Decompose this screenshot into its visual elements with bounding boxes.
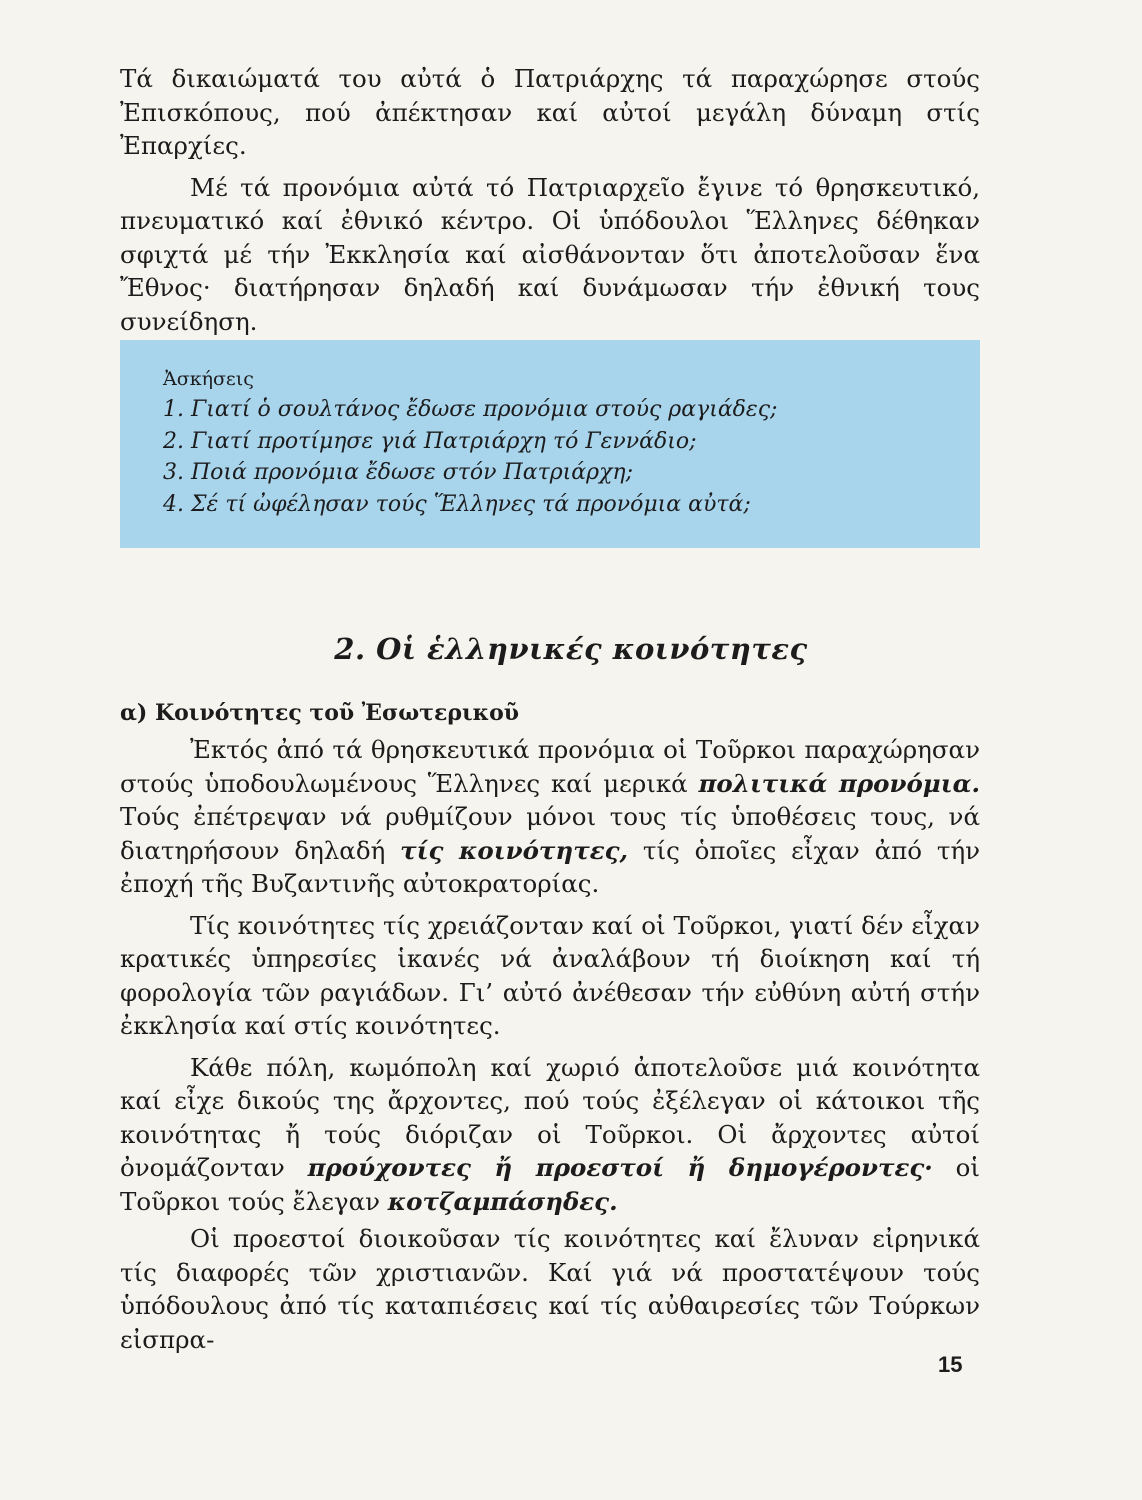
body-paragraph-3 [120, 1051, 980, 1219]
intro-text [120, 62, 980, 338]
body-p1-text-c: Τούς ἐπέτρεψαν νά ρυθμίζουν μόνοι τους τίς ὑποθέσεις τους, νά διατηρήσουν δηλαδή [120, 802, 980, 865]
body-p3-emphasis-notables: προύχοντες ἤ προεστοί ἤ δημογέροντες· [307, 1153, 933, 1182]
body-p3-emphasis-kotzabasides: κοτζαμπάσηδες. [387, 1186, 618, 1216]
section-heading: 2. Οἱ ἑλληνικές κοινότητες [334, 632, 808, 666]
intro-paragraph-2: Μέ τά προνόμια αὐτά τό Πατριαρχεῖο ἔγινε τό θρησκευτικό, πνευματικό καί ἐθνικό κέντρο. Οἱ ὑπόδουλοι Ἕλληνες δέθηκαν σφιχτά μέ τήν Ἐκκλησία καί αἰσθάνονταν ὅτι ἀποτελοῦσαν ἕνα Ἔθνος· διατήρησαν δηλαδή καί δυνάμωσαν τήν ἐθνική τους συνείδηση. [120, 172, 980, 336]
intro-paragraph-1: Τά δικαιώματά του αὐτά ὁ Πατριάρχης τά παραχώρησε στούς Ἐπισκόπους, πού ἀπέκτησαν καί αὐτοί μεγάλη δύναμη στίς Ἐπαρχίες. [120, 64, 980, 160]
exercise-item-3: 3. Ποιά προνόμια ἔδωσε στόν Πατριάρχη; [163, 460, 634, 485]
main-text [120, 733, 980, 1356]
body-paragraph-1 [120, 733, 980, 901]
exercise-item-1: 1. Γιατί ὁ σουλτάνος ἔδωσε προνόμια στούς ραγιάδες; [163, 397, 778, 422]
exercises-list [163, 368, 963, 520]
body-p1-emphasis-political: πολιτικά προνόμια. [698, 768, 980, 798]
body-p1-text-e: τίς ὁποῖες εἶχαν ἀπό τήν ἐποχή τῆς Βυζαντινῆς αὐτοκρατορίας. [120, 835, 981, 898]
body-paragraph-4: Οἱ προεστοί διοικοῦσαν τίς κοινότητες καί ἔλυναν εἰρηνικά τίς διαφορές τῶν χριστιανῶν. Καί γιά νά προστατέψουν τούς ὑπόδουλους ἀπό τίς καταπιέσεις καί τίς αὐθαιρεσίες τῶν Τούρκων εἰσπρα- [120, 1224, 980, 1354]
page-number: 15 [938, 1352, 963, 1377]
exercise-item-4: 4. Σέ τί ὠφέλησαν τούς Ἕλληνες τά προνόμια αὐτά; [163, 491, 751, 517]
body-p1-text-a: Ἐκτός ἀπό τά θρησκευτικά προνόμια οἱ Τοῦρκοι παραχώρησαν στούς ὑποδουλωμένους Ἕλληνες καί μερικά [120, 735, 980, 798]
body-p1-emphasis-communities: τίς κοινότητες, [400, 835, 629, 865]
body-p3-text-a: Κάθε πόλη, κωμόπολη καί χωριό ἀποτελοῦσε μιά κοινότητα καί εἶχε δικούς της ἄρχοντες, πού τούς ἐξέλεγαν οἱ κάτοικοι τῆς κοινότητας ἤ τούς διόριζαν οἱ Τοῦρκοι. Οἱ ἄρχοντες αὐτοί ὀνομάζονταν [120, 1052, 980, 1182]
body-p3-text-c: οἱ Τοῦρκοι τούς ἔλεγαν [120, 1153, 980, 1216]
section-subheading: α) Κοινότητες τοῦ Ἐσωτερικοῦ [120, 700, 520, 726]
exercise-item-2: 2. Γιατί προτίμησε γιά Πατριάρχη τό Γεννάδιο; [163, 428, 697, 454]
body-paragraph-2: Τίς κοινότητες τίς χρειάζονταν καί οἱ Τοῦρκοι, γιατί δέν εἶχαν κρατικές ὑπηρεσίες ἱκανές νά ἀναλάβουν τή διοίκηση καί τή φορολογία τῶν ραγιάδων. Γι’ αὐτό ἀνέθεσαν τήν εὐθύνη αὐτή στήν ἐκκλησία καί στίς κοινότητες. [120, 910, 980, 1040]
exercises-title: Ἀσκήσεις [163, 368, 254, 390]
